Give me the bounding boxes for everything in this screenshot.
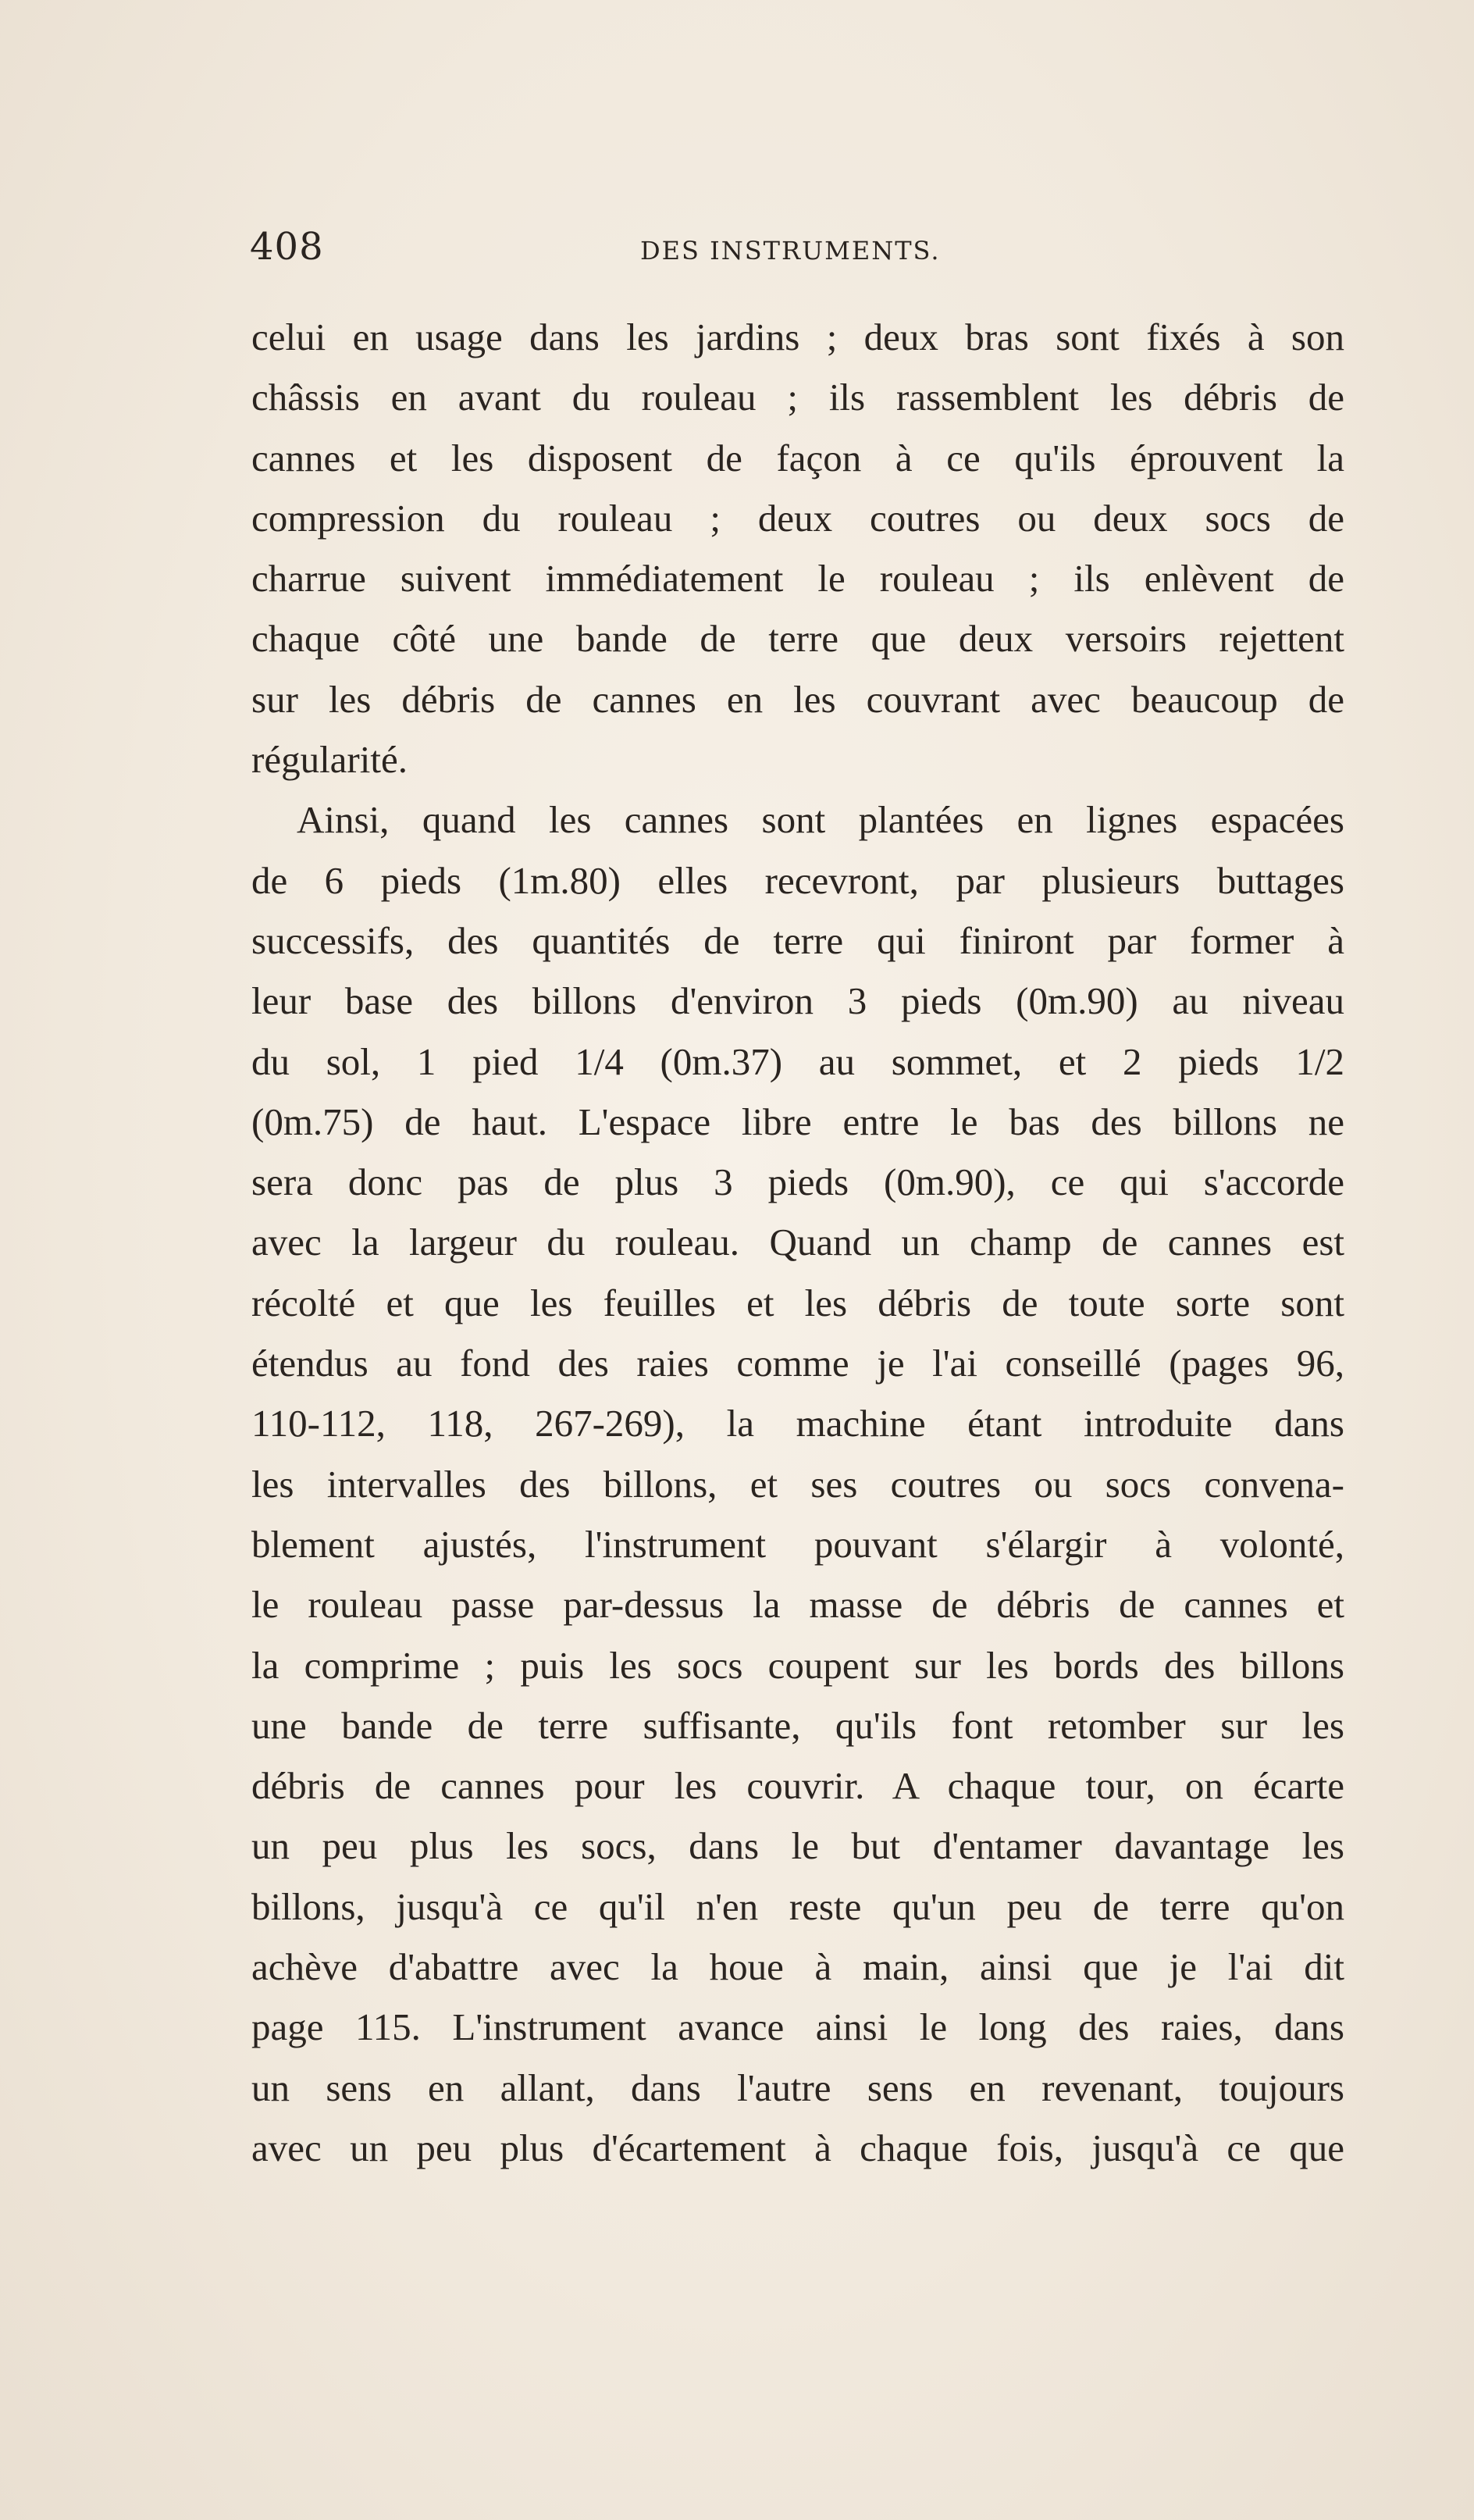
- text-line: un sens en allant, dans l'autre sens en revenant, toujours: [251, 2066, 1344, 2109]
- text-line: régularité.: [251, 738, 408, 782]
- text-line: celui en usage dans les jardins ; deux bras sont fixés à son: [251, 315, 1344, 358]
- text-line: (0m.75) de haut. L'espace libre entre le bas des billons ne: [251, 1100, 1344, 1143]
- text-line: page 115. L'instrument avance ainsi le long des raies, dans: [251, 2005, 1344, 2049]
- text-line: le rouleau passe par-dessus la masse de débris de cannes et: [251, 1583, 1344, 1627]
- text-line: débris de cannes pour les couvrir. A chaque tour, on écarte: [251, 1764, 1344, 1808]
- text-line: du sol, 1 pied 1/4 (0m.37) au sommet, et 2 pieds 1/2: [251, 1039, 1344, 1083]
- text-line: étendus au fond des raies comme je l'ai conseillé (pages 96,: [251, 1342, 1344, 1385]
- text-line: blement ajustés, l'instrument pouvant s'élargir à volonté,: [251, 1522, 1344, 1566]
- text-line: sur les débris de cannes en les couvrant avec beaucoup de: [251, 677, 1344, 721]
- body-text: [251, 307, 1344, 2178]
- text-line: un peu plus les socs, dans le but d'entamer davantage les: [251, 1824, 1344, 1868]
- text-line: récolté et que les feuilles et les débris de toute sorte sont: [251, 1281, 1344, 1324]
- text-line: la comprime ; puis les socs coupent sur les bords des billons: [251, 1643, 1344, 1687]
- text-line: leur base des billons d'environ 3 pieds (0m.90) au niveau: [251, 979, 1344, 1023]
- text-line: les intervalles des billons, et ses coutres ou socs convena-: [251, 1462, 1344, 1506]
- text-line: charrue suivent immédiatement le rouleau ; ils enlèvent de: [251, 557, 1344, 601]
- text-line: cannes et les disposent de façon à ce qu'ils éprouvent la: [251, 436, 1344, 479]
- text-line: billons, jusqu'à ce qu'il n'en reste qu'un peu de terre qu'on: [251, 1884, 1344, 1928]
- text-line: compression du rouleau ; deux coutres ou deux socs de: [251, 496, 1344, 540]
- text-line: avec la largeur du rouleau. Quand un champ de cannes est: [251, 1221, 1344, 1264]
- text-line: successifs, des quantités de terre qui finiront par former à: [251, 918, 1344, 962]
- text-line: sera donc pas de plus 3 pieds (0m.90), ce qui s'accorde: [251, 1160, 1344, 1204]
- page-header: [250, 225, 1343, 280]
- text-line: avec un peu plus d'écartement à chaque fois, jusqu'à ce que: [251, 2126, 1344, 2169]
- text-line: chaque côté une bande de terre que deux versoirs rejettent: [251, 617, 1344, 661]
- text-line: achève d'abattre avec la houe à main, ainsi que je l'ai dit: [251, 1945, 1344, 1989]
- text-line: une bande de terre suffisante, qu'ils font retomber sur les: [251, 1703, 1344, 1747]
- text-line: de 6 pieds (1m.80) elles recevront, par plusieurs buttages: [251, 858, 1344, 902]
- text-line: Ainsi, quand les cannes sont plantées en lignes espacées: [297, 798, 1344, 842]
- running-head: DES INSTRUMENTS.: [640, 236, 941, 266]
- text-line: 110-112, 118, 267-269), la machine étant introduite dans: [251, 1402, 1344, 1445]
- text-line: châssis en avant du rouleau ; ils rassemblent les débris de: [251, 376, 1344, 419]
- page-number: 408: [250, 225, 324, 269]
